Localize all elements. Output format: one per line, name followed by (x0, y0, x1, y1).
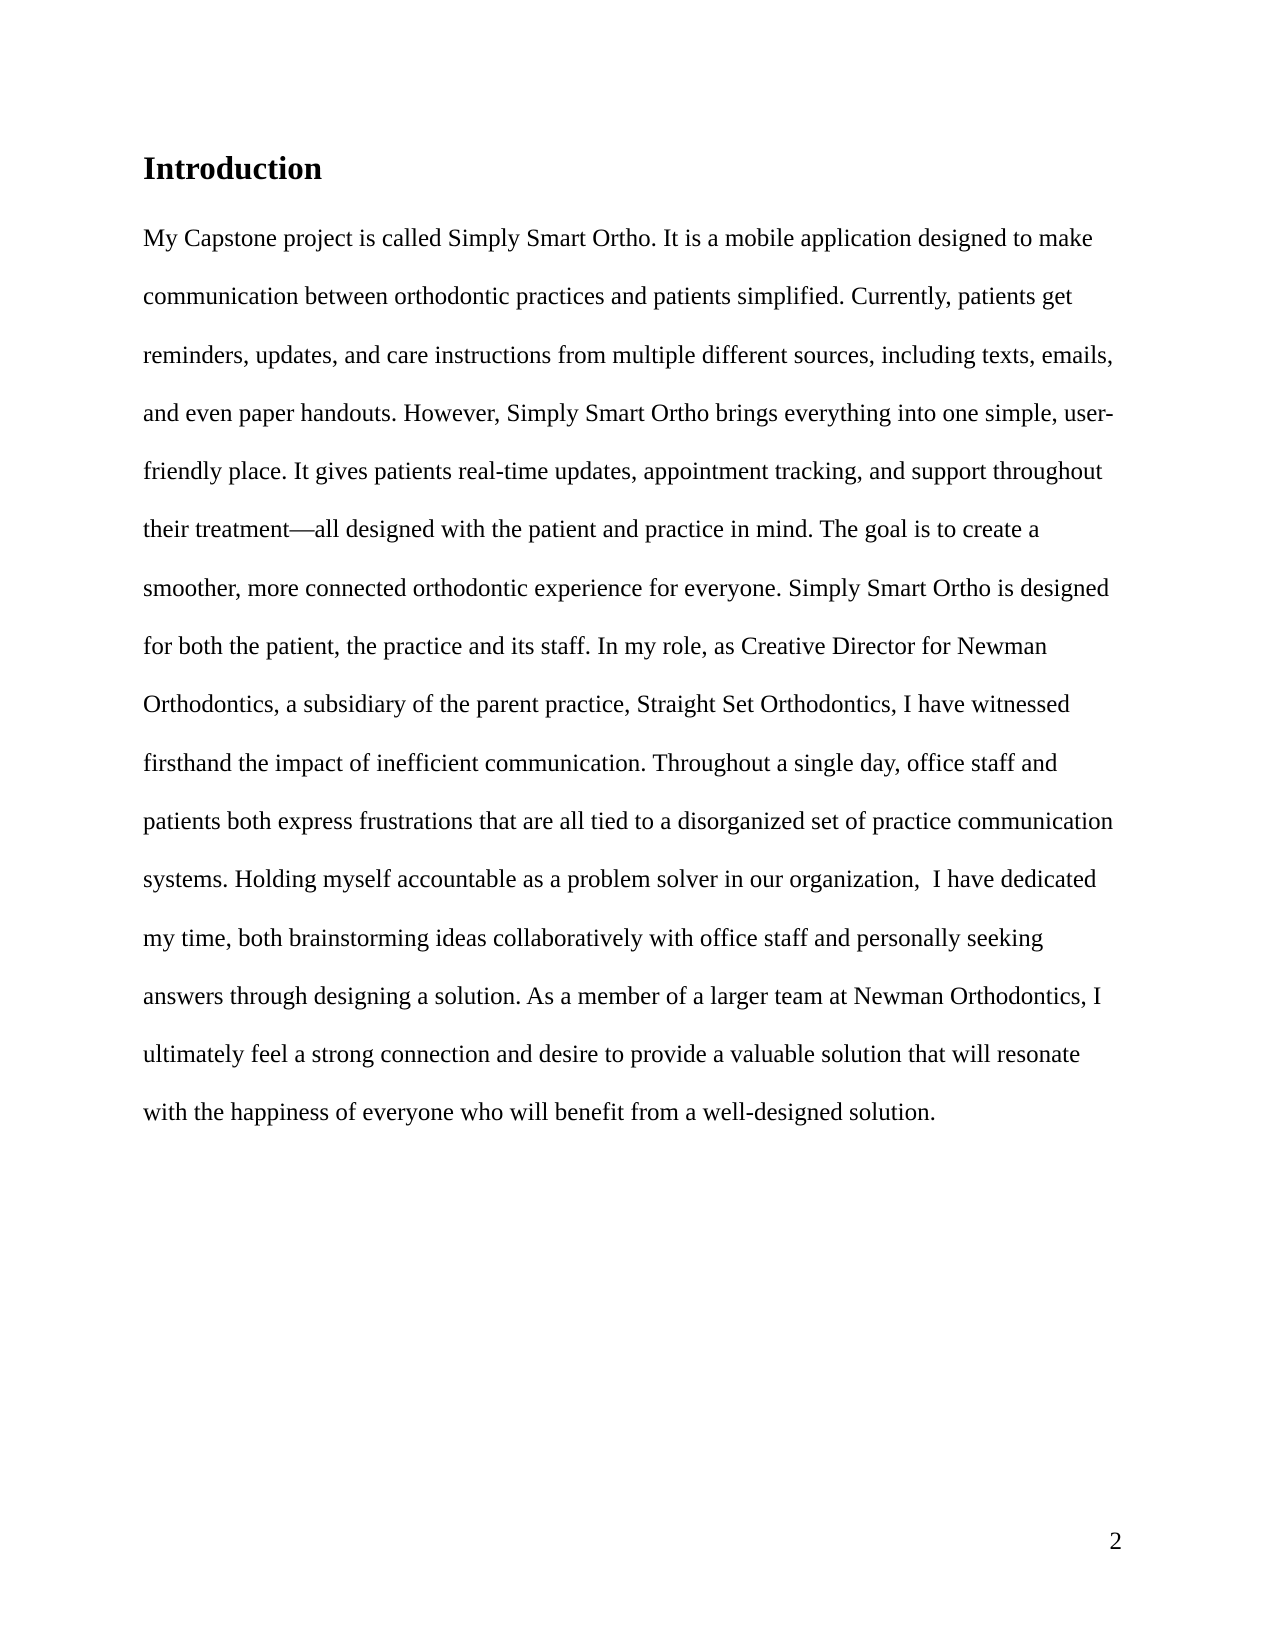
paragraph-line: patients both express frustrations that are all tied to a disorganized set of practice communication (143, 807, 1114, 835)
paragraph-line: firsthand the impact of inefficient communication. Throughout a single day, office staff and (143, 749, 1058, 777)
paragraph (143, 210, 1128, 1143)
paragraph-line: friendly place. It gives patients real-time updates, appointment tracking, and support throughout (143, 458, 1103, 486)
paragraph-line: my time, both brainstorming ideas collaboratively with office staff and personally seeking (143, 924, 1044, 952)
paragraph-line: their treatment—all designed with the patient and practice in mind. The goal is to create a (143, 516, 1040, 544)
paragraph-line: My Capstone project is called Simply Smart Ortho. It is a mobile application designed to make (143, 225, 1093, 252)
paragraph-line: and even paper handouts. However, Simply Smart Ortho brings everything into one simple, user- (143, 399, 1114, 427)
paragraph-line: smoother, more connected orthodontic experience for everyone. Simply Smart Ortho is designed (143, 574, 1110, 602)
section-heading: Introduction (143, 151, 323, 187)
document-content (143, 150, 1128, 1143)
paragraph-line: systems. Holding myself accountable as a problem solver in our organization, I have dedicated (143, 866, 1097, 894)
paragraph-line: communication between orthodontic practices and patients simplified. Currently, patients get (143, 283, 1073, 311)
page-number: 2 (1109, 1528, 1122, 1555)
paragraph-line: Orthodontics, a subsidiary of the parent practice, Straight Set Orthodontics, I have witnessed (143, 691, 1070, 719)
paragraph-line: reminders, updates, and care instructions from multiple different sources, including texts, emails, (143, 341, 1114, 369)
paragraph-line: for both the patient, the practice and its staff. In my role, as Creative Director for Newman (143, 633, 1048, 661)
paragraph-line: answers through designing a solution. As a member of a larger team at Newman Orthodontics, I (143, 982, 1102, 1010)
paragraph-line: with the happiness of everyone who will benefit from a well-designed solution. (143, 1099, 936, 1127)
paragraph-line: ultimately feel a strong connection and desire to provide a valuable solution that will resonate (143, 1041, 1081, 1069)
